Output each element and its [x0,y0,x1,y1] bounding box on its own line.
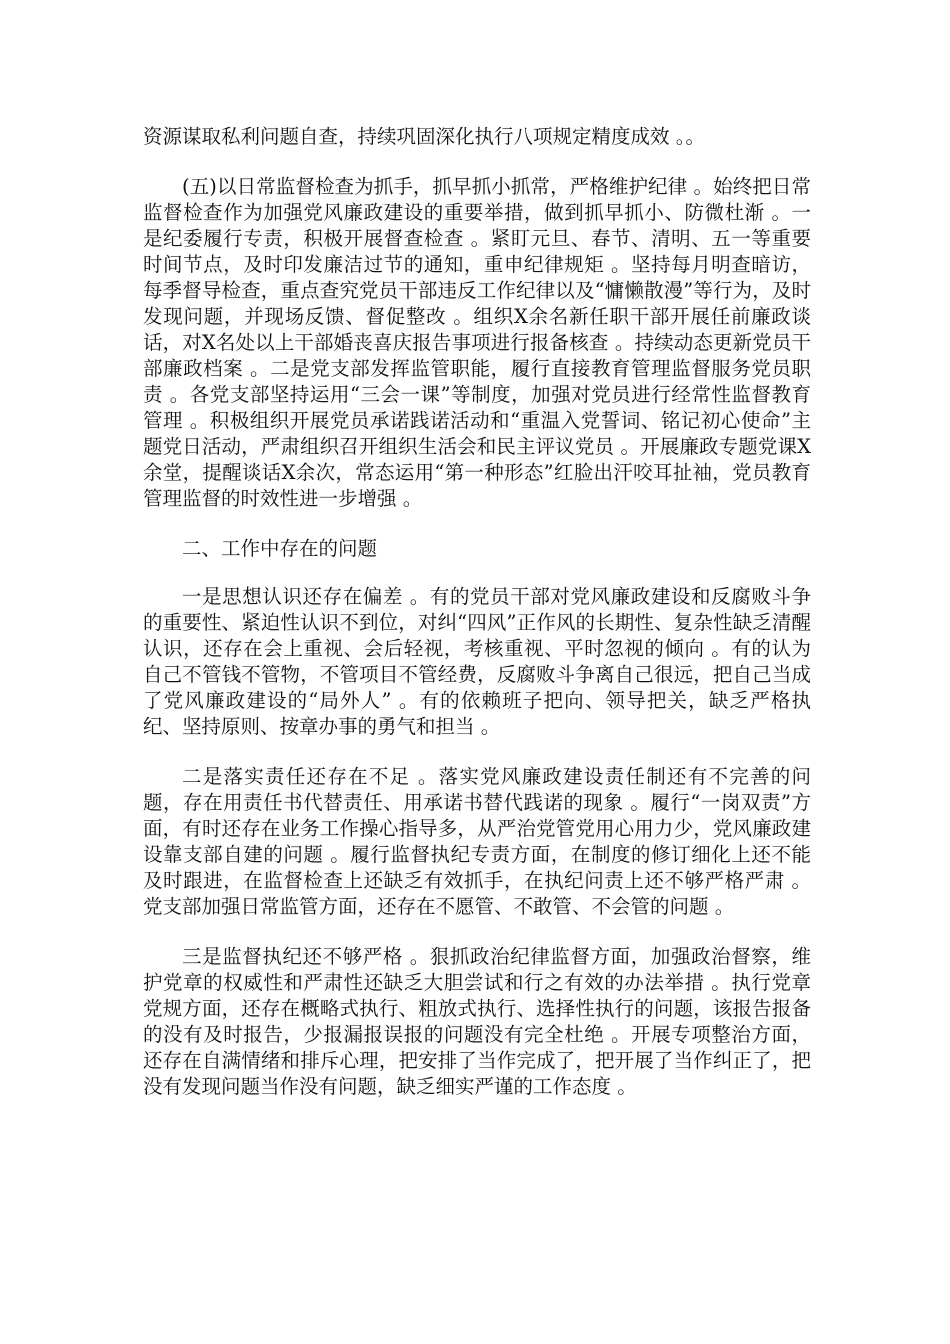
section-heading-problems: 二、工作中存在的问题 [182,537,378,560]
paragraph-problem-2: 二是落实责任还存在不足 。落实党风廉政建设责任制还有不完善的问题，存在用责任书代替责任、用承诺书替代践诺的现象 。履行“一岗双责”方面，有时还存在业务工作操心指导多，从严治党管党用心用力少，党风廉政建设靠支部自建的问题 。履行监督执纪专责方面，在制度的修订细化上还不能及时跟进，在监督检查上还缺乏有效抓手，在执纪问责上还不够严格严肃 。党支部加强日常监管方面，还存在不愿管、不敢管、不会管的问题 。 [143,765,811,918]
paragraph-continuation: 资源谋取私利问题自查，持续巩固深化执行八项规定精度成效 。。 [143,125,705,148]
paragraph-problem-1: 一是思想认识还存在偏差 。有的党员干部对党风廉政建设和反腐败斗争的重要性、紧迫性认识不到位，对纠“四风”正作风的长期性、复杂性缺乏清醒认识，还存在会上重视、会后轻视，考核重视、平时忽视的倾向 。有的认为自己不管钱不管物，不管项目不管经费，反腐败斗争离自己很远，把自己当成了党风廉政建设的“局外人” 。有的依赖班子把向、领导把关，缺乏严格执纪、坚持原则、按章办事的勇气和担当 。 [143,585,811,738]
paragraph-daily-supervision: (五)以日常监督检查为抓手，抓早抓小抓常，严格维护纪律 。始终把日常监督检查作为加强党风廉政建设的重要举措，做到抓早抓小、防微杜渐 。一是纪委履行专责，积极开展督查检查 。紧盯元旦、春节、清明、五一等重要时间节点，及时印发廉洁过节的通知，重申纪律规矩 。坚持每月明查暗访，每季督导检查，重点查究党员干部违反工作纪律以及“慵懒散漫”等行为，及时发现问题，并现场反馈、督促整改 。组织X余名新任职干部开展任前廉政谈话，对X名处以上干部婚丧喜庆报告事项进行报备核查 。持续动态更新党员干部廉政档案 。二是党支部发挥监管职能，履行直接教育管理监督服务党员职责 。各党支部坚持运用“三会一课”等制度，加强对党员进行经常性监督教育管理 。积极组织开展党员承诺践诺活动和“重温入党誓词、铭记初心使命”主题党日活动，严肃组织召开组织生活会和民主评议党员 。开展廉政专题党课X余堂，提醒谈话X余次，常态运用“第一种形态”红脸出汗咬耳扯袖，党员教育管理监督的时效性进一步增强 。 [143,175,811,510]
document-page [143,124,811,1124]
paragraph-problem-3: 三是监督执纪还不够严格 。狠抓政治纪律监督方面，加强政治督察，维护党章的权威性和严肃性还缺乏大胆尝试和行之有效的办法举措 。执行党章党规方面，还存在概略式执行、粗放式执行、选择性执行的问题，该报告报备的没有及时报告，少报漏报误报的问题没有完全杜绝 。开展专项整治方面，还存在自满情绪和排斥心理，把安排了当作完成了，把开展了当作纠正了，把没有发现问题当作没有问题，缺乏细实严谨的工作态度 。 [143,945,811,1098]
